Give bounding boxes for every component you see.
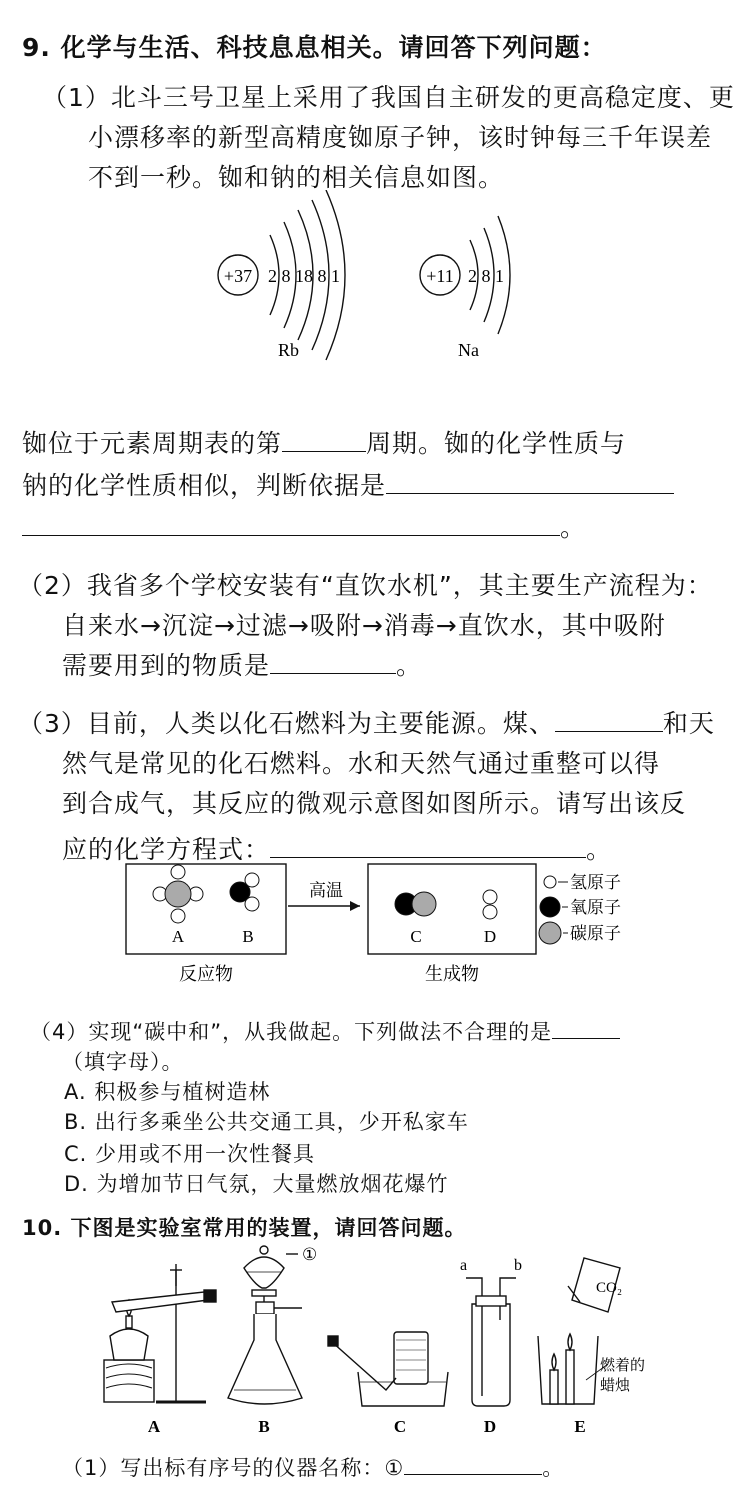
answer-blank-fuel[interactable] <box>555 730 663 732</box>
legend-hydrogen: 氢原子 <box>570 873 621 893</box>
label-c: C <box>410 927 422 946</box>
q9-p1-question-b-cont <box>22 508 586 544</box>
q9-p4-line1-row <box>30 1016 620 1046</box>
q9-p1-line2: 小漂移率的新型高精度铷原子钟，该时钟每三千年误差 <box>88 123 713 152</box>
label-apparatus-a: A <box>147 1417 161 1436</box>
answer-blank-choice[interactable] <box>552 1037 620 1039</box>
apparatus-d-gas-bottle <box>466 1278 516 1406</box>
label-apparatus-e: E <box>574 1417 586 1436</box>
q9-p3-line3: 到合成气，其反应的微观示意图如图所示。请写出该反 <box>62 789 687 818</box>
legend-carbon: 碳原子 <box>570 924 621 944</box>
atomic-structure-diagram <box>200 190 560 370</box>
apparatus-b-flask-funnel <box>228 1246 302 1404</box>
q9-p2-line1: （2）我省多个学校安装有“直饮水机”，其主要生产流程为： <box>18 571 713 600</box>
option-d: D. 为增加节日气氛，大量燃放烟花爆竹 <box>64 1172 449 1196</box>
answer-blank-reason-2[interactable] <box>22 534 560 536</box>
q9-p2-end: 。 <box>396 651 423 680</box>
reaction-micro-diagram <box>120 860 660 990</box>
q9-p2-line3: 需要用到的物质是 <box>62 651 271 680</box>
q10-sub1-row <box>62 1452 564 1482</box>
answer-blank-period[interactable] <box>282 450 366 452</box>
q9-p1-text-a2: 周期。铷的化学性质与 <box>366 429 627 458</box>
label-a: A <box>171 927 185 946</box>
apparatus-c-water-trough <box>328 1332 448 1406</box>
option-a: A. 积极参与植树造林 <box>64 1080 271 1104</box>
atom-legend <box>539 873 621 944</box>
q10-sub1: （1）写出标有序号的仪器名称：① <box>62 1456 405 1480</box>
label-b: B <box>242 927 254 946</box>
molecule-b-water <box>230 873 259 911</box>
candle-label-1: 燃着的 <box>600 1356 646 1374</box>
answer-blank-instrument[interactable] <box>404 1473 542 1475</box>
marker-funnel: ① <box>302 1245 318 1264</box>
rb-atom-diagram <box>218 190 345 360</box>
na-nucleus: +11 <box>426 266 454 286</box>
port-a: a <box>460 1257 468 1274</box>
q9-p3-end: 。 <box>586 835 613 864</box>
q9-p3-line1b: 和天 <box>662 709 715 738</box>
molecule-a-methane <box>153 865 203 923</box>
label-apparatus-d: D <box>483 1417 497 1436</box>
q9-p1-question-a <box>22 424 626 460</box>
label-apparatus-c: C <box>393 1417 407 1436</box>
na-symbol: Na <box>458 340 479 360</box>
q9-p1-text-b: 钠的化学性质相似，判断依据是 <box>22 471 387 500</box>
lab-apparatus-figure <box>96 1240 676 1440</box>
condition-high-temperature: 高温 <box>309 881 343 901</box>
q9-p1-text-a1: 铷位于元素周期表的第 <box>22 429 283 458</box>
q9-p3-line1a: （3）目前，人类以化石燃料为主要能源。煤、 <box>18 709 555 738</box>
q9-p3-line4: 应的化学方程式： <box>62 835 271 864</box>
answer-blank-adsorbent[interactable] <box>270 672 396 674</box>
products-label: 生成物 <box>425 964 479 985</box>
option-b: B. 出行多乘坐公共交通工具，少开私家车 <box>64 1110 469 1134</box>
na-atom-diagram <box>420 216 510 360</box>
q9-p2-line3-row <box>62 646 422 682</box>
na-shell-electrons: 2 8 1 <box>468 266 504 286</box>
answer-blank-equation[interactable] <box>270 856 586 858</box>
rb-symbol: Rb <box>278 340 300 360</box>
q10-title: 10. 下图是实验室常用的装置，请回答问题。 <box>22 1216 467 1240</box>
molecule-d-hydrogen <box>483 890 497 919</box>
q9-p3-line1-row <box>18 704 715 740</box>
q9-p1-question-b <box>22 466 674 502</box>
q9-p4-line2: （填字母）。 <box>62 1050 184 1074</box>
port-b: b <box>514 1257 522 1274</box>
legend-oxygen: 氧原子 <box>570 898 621 918</box>
molecule-c-carbon-monoxide <box>395 892 436 916</box>
q9-p4-line1: （4）实现“碳中和”，从我做起。下列做法不合理的是 <box>30 1020 553 1044</box>
label-apparatus-b: B <box>258 1417 270 1436</box>
q9-p1-end: 。 <box>560 513 587 542</box>
answer-blank-reason-1[interactable] <box>386 492 674 494</box>
rb-shell-electrons: 2 8 18 8 1 <box>268 266 340 286</box>
q9-p3-line2: 然气是常见的化石燃料。水和天然气通过重整可以得 <box>62 749 661 778</box>
candle-label-2: 蜡烛 <box>600 1376 631 1394</box>
rb-nucleus: +37 <box>223 266 253 286</box>
q9-p1-line3: 不到一秒。铷和钠的相关信息如图。 <box>88 163 505 192</box>
q9-p2-line2: 自来水→沉淀→过滤→吸附→消毒→直饮水，其中吸附 <box>62 611 666 640</box>
co2-label: CO₂ <box>596 1280 623 1296</box>
q9-p1-line1: （1）北斗三号卫星上采用了我国自主研发的更高稳定度、更 <box>42 83 735 112</box>
option-c: C. 少用或不用一次性餐具 <box>64 1142 316 1166</box>
label-d: D <box>483 927 497 946</box>
q9-title: 9. 化学与生活、科技息息相关。请回答下列问题： <box>22 33 607 62</box>
reactants-label: 反应物 <box>179 964 233 985</box>
apparatus-a-heating-setup <box>104 1264 216 1402</box>
q10-sub1-end: 。 <box>542 1456 565 1480</box>
